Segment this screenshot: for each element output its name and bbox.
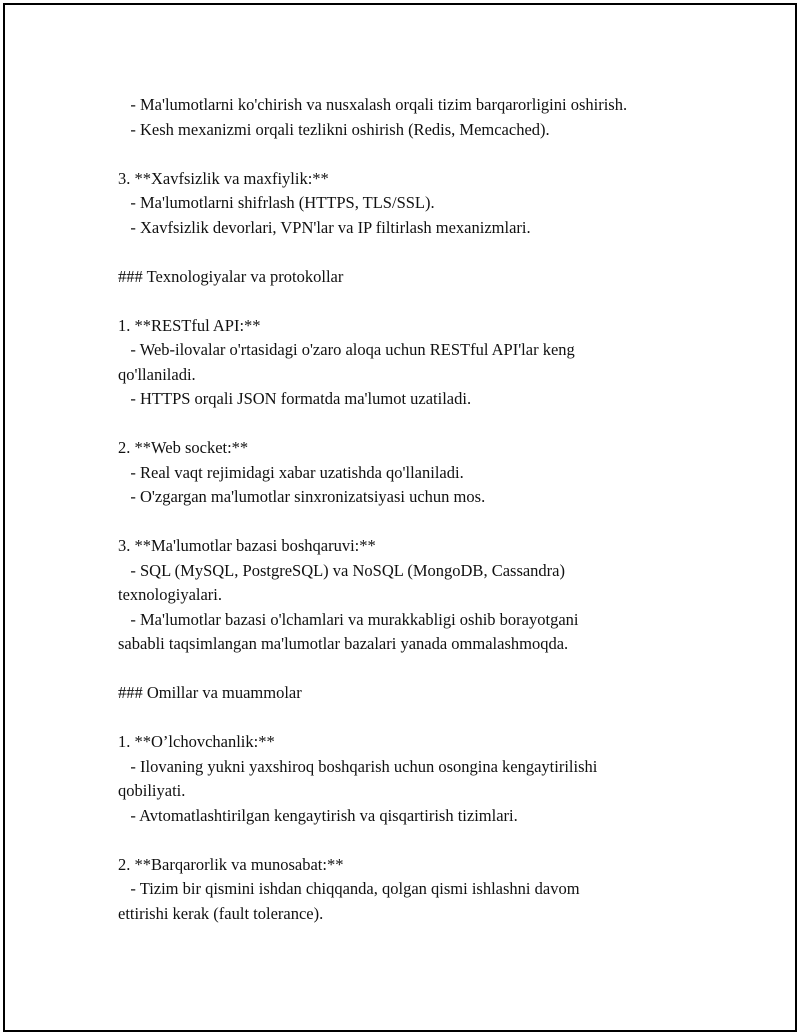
- blank-line: [118, 412, 738, 437]
- text-line: - HTTPS orqali JSON formatda ma'lumot uzatiladi.: [118, 389, 472, 408]
- blank-line: [118, 289, 738, 314]
- blank-line: [118, 510, 738, 535]
- text-line: - Ma'lumotlarni shifrlash (HTTPS, TLS/SSL).: [118, 193, 435, 212]
- text-line: sababli taqsimlangan ma'lumotlar bazalari yanada ommalashmoqda.: [118, 634, 569, 653]
- text-line: - Ma'lumotlar bazasi o'lchamlari va murakkabligi oshib borayotgani: [118, 609, 579, 629]
- text-line: qo'llaniladi.: [118, 364, 196, 384]
- blank-line: [118, 240, 738, 265]
- text-line: - Kesh mexanizmi orqali tezlikni oshirish (Redis, Memcached).: [118, 119, 550, 139]
- text-line: texnologiyalari.: [118, 585, 223, 604]
- text-line: qobiliyati.: [118, 781, 186, 800]
- section-heading: 2. **Web socket:**: [118, 438, 249, 457]
- text-line: - Ma'lumotlarni ko'chirish va nusxalash orqali tizim barqarorligini oshirish.: [118, 95, 628, 114]
- blank-line: [118, 657, 738, 682]
- text-line: - Ilovaning yukni yaxshiroq boshqarish uchun osongina kengaytirilishi: [118, 756, 598, 776]
- section-heading: ### Texnologiyalar va protokollar: [118, 266, 344, 286]
- blank-line: [118, 706, 738, 731]
- text-line: - SQL (MySQL, PostgreSQL) va NoSQL (MongoDB, Cassandra): [118, 560, 565, 580]
- section-heading: ### Omillar va muammolar: [118, 683, 302, 702]
- text-line: - O'zgargan ma'lumotlar sinxronizatsiyasi uchun mos.: [118, 487, 486, 506]
- text-line: - Avtomatlashtirilgan kengaytirish va qisqartirish tizimlari.: [118, 805, 518, 825]
- section-heading: 1. **O’lchovchanlik:**: [118, 732, 275, 751]
- text-line: - Tizim bir qismini ishdan chiqqanda, qolgan qismi ishlashni davom: [118, 879, 580, 898]
- text-line: ettirishi kerak (fault tolerance).: [118, 903, 324, 923]
- document-body: [118, 93, 738, 926]
- section-heading: 3. **Ma'lumotlar bazasi boshqaruvi:**: [118, 536, 376, 555]
- blank-line: [118, 142, 738, 167]
- text-line: - Real vaqt rejimidagi xabar uzatishda qo'llaniladi.: [118, 462, 464, 482]
- blank-line: [118, 828, 738, 853]
- text-line: - Xavfsizlik devorlari, VPN'lar va IP filtirlash mexanizmlari.: [118, 217, 531, 237]
- section-heading: 2. **Barqarorlik va munosabat:**: [118, 854, 344, 874]
- section-heading: 1. **RESTful API:**: [118, 315, 261, 335]
- text-line: - Web-ilovalar o'rtasidagi o'zaro aloqa uchun RESTful API'lar keng: [118, 340, 575, 359]
- section-heading: 3. **Xavfsizlik va maxfiylik:**: [118, 168, 329, 188]
